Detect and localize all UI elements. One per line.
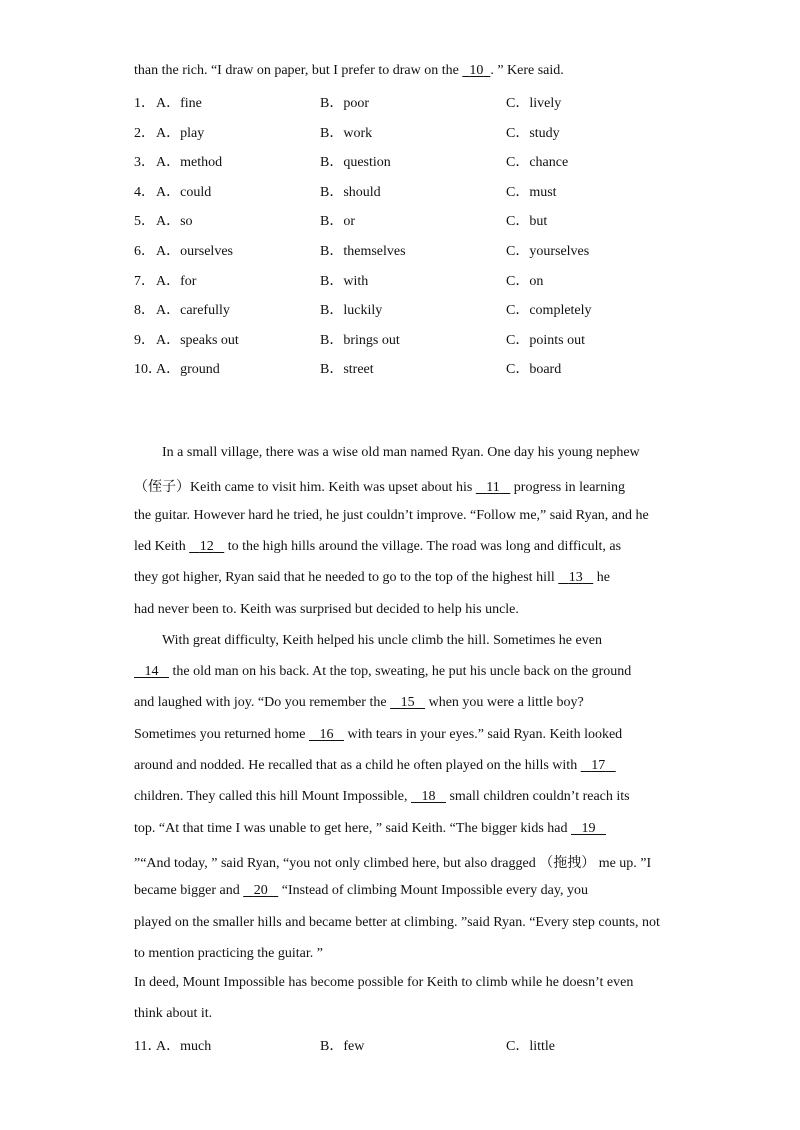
passage-text: he: [593, 570, 610, 586]
passage-text: （侄子）Keith came to visit him. Keith was upset about his: [134, 480, 476, 496]
question-row: [134, 270, 674, 290]
passage-line: [134, 727, 622, 743]
option-b: B．or: [320, 214, 355, 230]
passage-line: [134, 664, 631, 680]
question-number: 5．: [134, 214, 155, 230]
blank-19: 19: [581, 820, 596, 836]
passage-line: [134, 570, 610, 586]
passage-text: and laughed with joy. “Do you remember the: [134, 695, 391, 711]
question-number: 7．: [134, 273, 155, 289]
option-c: C．study: [506, 125, 560, 141]
blank-16: 16: [319, 726, 334, 742]
passage-text: children. They called this hill Mount Impossible,: [134, 789, 411, 805]
passage-line: [134, 508, 649, 524]
top-line: [134, 63, 564, 79]
option-b: B．poor: [320, 96, 369, 111]
option-b: B．themselves: [320, 244, 406, 259]
passage-line: [134, 915, 660, 931]
blank-13: 13: [568, 570, 583, 586]
question-number: 4．: [134, 184, 155, 200]
passage-line: [134, 695, 584, 711]
passage-line: [134, 602, 519, 618]
question-number: 1．: [134, 96, 155, 111]
passage-text: around and nodded. He recalled that as a child he often played on the hills with: [134, 758, 581, 773]
blank-17: 17: [591, 758, 606, 773]
passage-line: [134, 758, 616, 774]
passage-text: they got higher, Ryan said that he needed to go to the top of the highest hill: [134, 570, 559, 586]
option-c: C．completely: [506, 303, 592, 319]
blank-10: 10: [469, 63, 484, 78]
passage-line: [162, 633, 602, 649]
passage-line: [134, 821, 606, 837]
question-row: [134, 122, 674, 142]
option-b: B．with: [320, 273, 369, 289]
question-number: 3．: [134, 155, 155, 171]
question-row: [134, 299, 674, 319]
question-row: [134, 151, 674, 171]
passage-text: “Instead of climbing Mount Impossible every day, you: [278, 883, 588, 899]
top-line-text-end: . ” Kere said.: [490, 63, 564, 78]
passage-text: had never been to. Keith was surprised but decided to help his uncle.: [134, 601, 519, 617]
option-a: A．ground: [156, 362, 220, 378]
option-a: A．speaks out: [156, 332, 239, 348]
passage-text: small children couldn’t reach its: [445, 789, 630, 805]
passage-text: with tears in your eyes.” said Ryan. Keith looked: [343, 726, 623, 742]
option-b: B．question: [320, 155, 391, 171]
option-a: A．for: [156, 273, 197, 289]
option-c: C．but: [506, 214, 548, 230]
question-number: 2．: [134, 125, 155, 141]
passage-text: to mention practicing the guitar. ”: [134, 945, 323, 961]
option-a: A．so: [156, 214, 193, 230]
passage-text: progress in learning: [510, 480, 625, 496]
passage-line: [134, 539, 621, 555]
option-c: C．must: [506, 184, 557, 200]
option-c: C．chance: [506, 155, 569, 171]
option-a: A．method: [156, 155, 223, 171]
passage-text: to the high hills around the village. The road was long and difficult, as: [224, 538, 622, 554]
passage-line: [134, 946, 323, 962]
blank-12: 12: [199, 538, 214, 554]
passage-line: [162, 445, 640, 461]
passage-line: [134, 883, 588, 899]
option-b: B．street: [320, 362, 374, 378]
passage-text: top. “At that time I was unable to get here, ” said Keith. “The bigger kids had: [134, 820, 571, 836]
option-b: B．few: [320, 1039, 365, 1054]
option-c: C．points out: [506, 332, 585, 348]
passage-text: led Keith: [134, 538, 190, 554]
passage-line: [134, 476, 625, 496]
blank-15: 15: [400, 695, 415, 711]
option-a: A．ourselves: [156, 244, 233, 259]
option-c: C．on: [506, 273, 544, 289]
question-number: 8．: [134, 303, 155, 319]
question-row: [134, 210, 674, 230]
option-a: A．could: [156, 184, 212, 200]
option-b: B．luckily: [320, 303, 383, 319]
option-c: C．lively: [506, 96, 562, 111]
question-row: [134, 181, 674, 201]
question-row: [134, 92, 674, 112]
option-a: A．much: [156, 1039, 212, 1054]
passage-text: became bigger and: [134, 883, 244, 899]
closing-line: think about it.: [134, 1006, 213, 1021]
question-number: 10．: [134, 362, 162, 378]
passage-text: Sometimes you returned home: [134, 726, 309, 742]
passage-text: the guitar. However hard he tried, he just couldn’t improve. “Follow me,” said Ryan, and he: [134, 507, 649, 523]
option-b: B．work: [320, 125, 373, 141]
question-row: [134, 1035, 674, 1055]
question-number: 6．: [134, 244, 155, 259]
blank-14: 14: [144, 664, 159, 680]
question-number: 11．: [134, 1039, 162, 1054]
question-number: 9．: [134, 332, 155, 348]
passage-line: [134, 789, 630, 805]
passage-text: when you were a little boy?: [425, 695, 584, 711]
blank-11: 11: [486, 480, 500, 496]
option-b: B．should: [320, 184, 381, 200]
passage-line: [134, 852, 651, 872]
top-line-text: than the rich. “I draw on paper, but I prefer to draw on the: [134, 63, 463, 78]
question-row: [134, 358, 674, 378]
blank-18: 18: [421, 789, 436, 805]
option-c: C．yourselves: [506, 244, 590, 259]
passage-text: With great difficulty, Keith helped his uncle climb the hill. Sometimes he even: [162, 632, 602, 648]
option-c: C．little: [506, 1039, 555, 1054]
passage-text: played on the smaller hills and became better at climbing. ”said Ryan. “Every step counts, not: [134, 914, 660, 930]
option-b: B．brings out: [320, 332, 400, 348]
option-a: A．fine: [156, 96, 202, 111]
closing-line: In deed, Mount Impossible has become possible for Keith to climb while he doesn’t even: [134, 975, 634, 990]
option-c: C．board: [506, 362, 562, 378]
option-a: A．carefully: [156, 303, 230, 319]
option-a: A．play: [156, 125, 205, 141]
question-row: [134, 240, 674, 260]
passage-text: In a small village, there was a wise old man named Ryan. One day his young nephew: [162, 445, 640, 460]
passage-text: the old man on his back. At the top, sweating, he put his uncle back on the ground: [169, 664, 632, 680]
passage-text: ”“And today, ” said Ryan, “you not only climbed here, but also dragged （拖拽） me up. ”I: [134, 855, 652, 871]
blank-20: 20: [253, 883, 268, 899]
question-row: [134, 329, 674, 349]
